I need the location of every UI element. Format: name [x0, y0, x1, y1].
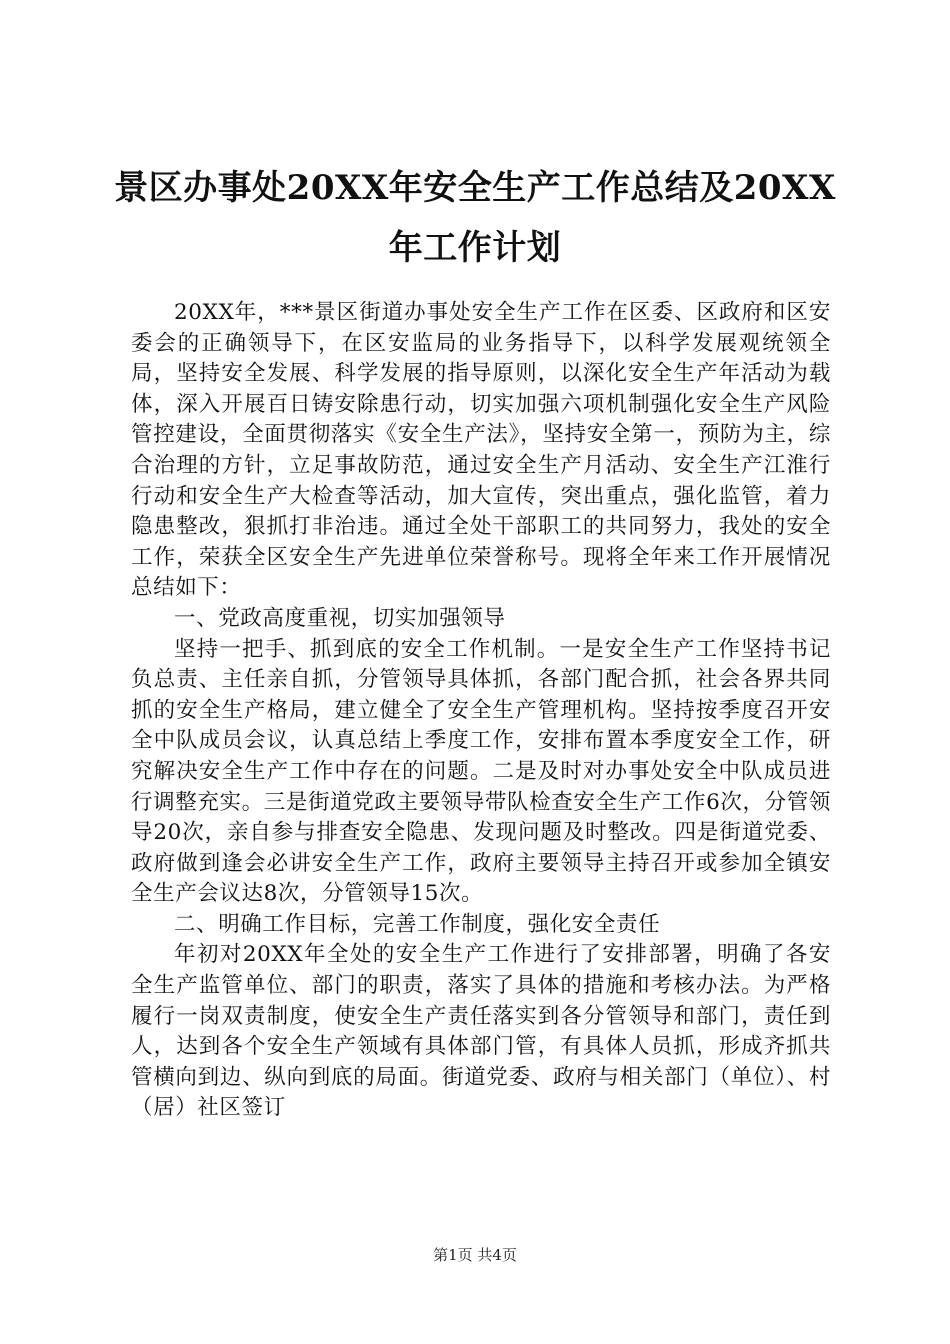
document-body	[131, 298, 831, 1124]
page-number-footer: 第1页 共4页	[433, 1246, 517, 1264]
document-title: 景区办事处20XX年安全生产工作总结及20XX年工作计划	[114, 168, 836, 268]
paragraph-intro: 20XX年，***景区街道办事处安全生产工作在区委、区政府和区安委会的正确领导下，在区安监局的业务指导下，以科学发展观统领全局，坚持安全发展、科学发展的指导原则，以深化安全生产年活动为载体，深入开展百日铸安除患行动，切实加强六项机制强化安全生产风险管控建设，全面贯彻落实《安全生产法》，坚持安全第一，预防为主，综合治理的方针，立足事故防范，通过安全生产月活动、安全生产江淮行行动和安全生产大检查等活动，加大宣传，突出重点，强化监管，着力隐患整改，狠抓打非治违。通过全处干部职工的共同努力，我处的安全工作，荣获全区安全生产先进单位荣誉称号。现将全年来工作开展情况总结如下：	[131, 300, 831, 601]
paragraph-section-1: 坚持一把手、抓到底的安全工作机制。一是安全生产工作坚持书记负总责、主任亲自抓，分管领导具体抓，各部门配合抓，社会各界共同抓的安全生产格局，建立健全了安全生产管理机构。坚持按季度召开安全中队成员会议，认真总结上季度工作，安排布置本季度安全工作，研究解决安全生产工作中存在的问题。二是及时对办事处安全中队成员进行调整充实。三是街道党政主要领导带队检查安全生产工作6次，分管领导20次，亲自参与排查安全隐患、发现问题及时整改。四是街道党委、政府做到逢会必讲安全生产工作，政府主要领导主持召开或参加全镇安全生产会议达8次，分管领导15次。	[131, 636, 831, 907]
paragraph-section-2: 年初对20XX年全处的安全生产工作进行了安排部署，明确了各安全生产监管单位、部门的职责，落实了具体的措施和考核办法。为严格履行一岗双责制度，使安全生产责任落实到各分管领导和部门，责任到人，达到各个安全生产领域有具体部门管，有具体人员抓，形成齐抓共管横向到边、纵向到底的局面。街道党委、政府与相关部门（单位）、村（居）社区签订	[131, 942, 831, 1121]
section-heading-1: 一、党政高度重视，切实加强领导	[174, 605, 506, 631]
section-heading-2: 二、明确工作目标，完善工作制度，强化安全责任	[174, 911, 661, 937]
